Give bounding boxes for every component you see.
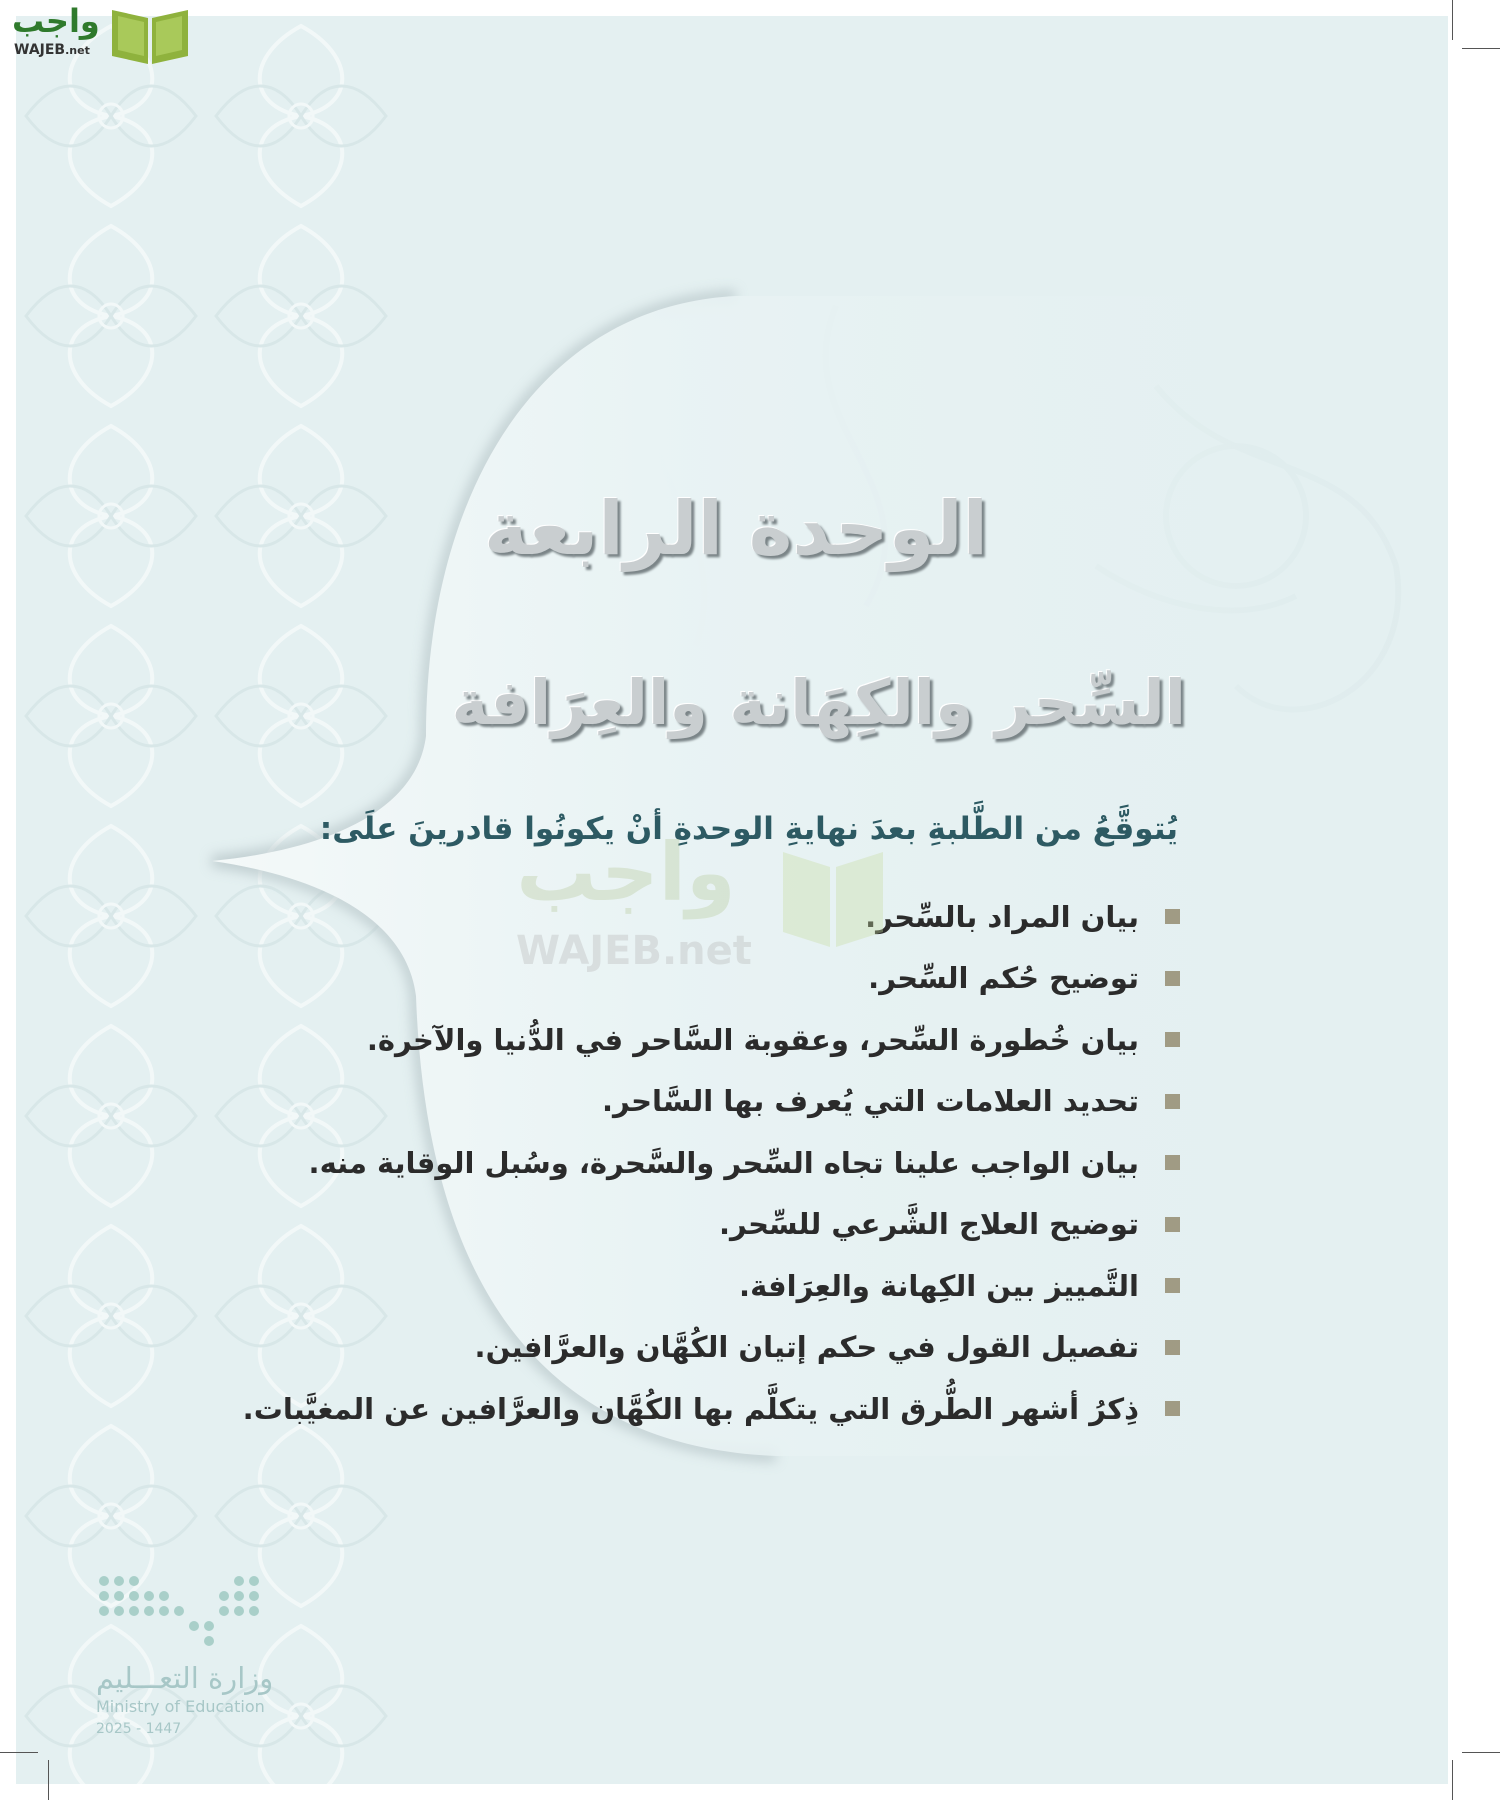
square-bullet-icon bbox=[1165, 909, 1180, 924]
watermark-english: WAJEB.net bbox=[516, 928, 752, 974]
ministry-arabic: وزارة التعـــليم bbox=[96, 1661, 274, 1695]
objective-text: تفصيل القول في حكم إتيان الكُهَّان والعرَّافين. bbox=[474, 1330, 1139, 1365]
objective-text: بيان خُطورة السِّحر، وعقوبة السَّاحر في الدُّنيا والآخرة. bbox=[366, 1022, 1139, 1057]
unit-title: الوحدة الرابعة bbox=[483, 486, 989, 572]
ministry-of-education-logo bbox=[94, 1571, 324, 1751]
objective-item bbox=[180, 1255, 1180, 1317]
objective-item bbox=[180, 1378, 1180, 1440]
square-bullet-icon bbox=[1165, 1032, 1180, 1047]
square-bullet-icon bbox=[1165, 1278, 1180, 1293]
crop-mark bbox=[1452, 1760, 1453, 1800]
ministry-english: Ministry of Education bbox=[96, 1697, 265, 1716]
objectives-intro: يُتوقَّعُ من الطَّلبةِ بعدَ نهايةِ الوحدةِ أنْ يكونُوا قادرينَ علَى: bbox=[319, 811, 1178, 847]
objective-text: توضيح حُكم السِّحر. bbox=[868, 961, 1139, 996]
wajeb-watermark bbox=[516, 826, 816, 996]
book-icon bbox=[778, 842, 888, 952]
logo-arabic: واجب bbox=[12, 2, 100, 40]
watermark-arabic: واجب bbox=[516, 826, 736, 919]
crop-mark bbox=[0, 1752, 38, 1753]
objective-text: بيان المراد بالسِّحر. bbox=[865, 899, 1139, 934]
square-bullet-icon bbox=[1165, 1094, 1180, 1109]
objective-item bbox=[180, 1132, 1180, 1194]
wajeb-logo[interactable] bbox=[4, 2, 194, 68]
square-bullet-icon bbox=[1165, 1340, 1180, 1355]
book-icon bbox=[110, 6, 190, 66]
square-bullet-icon bbox=[1165, 971, 1180, 986]
square-bullet-icon bbox=[1165, 1401, 1180, 1416]
objective-item bbox=[180, 1009, 1180, 1071]
unit-subtitle: السِّحر والكِهَانة والعِرَافة bbox=[451, 666, 1186, 739]
square-bullet-icon bbox=[1165, 1155, 1180, 1170]
objective-item bbox=[180, 1071, 1180, 1133]
objective-item bbox=[180, 1194, 1180, 1256]
book-page bbox=[16, 16, 1448, 1784]
logo-english: WAJEB.net bbox=[14, 42, 90, 58]
objective-item bbox=[180, 1317, 1180, 1379]
dotted-emblem-icon bbox=[94, 1571, 264, 1651]
crop-mark bbox=[1452, 0, 1453, 40]
objective-text: توضيح العلاج الشَّرعي للسِّحر. bbox=[719, 1207, 1139, 1242]
crop-mark bbox=[1462, 48, 1500, 49]
crop-mark bbox=[48, 1760, 49, 1800]
crop-mark bbox=[1462, 1752, 1500, 1753]
objective-text: التَّمييز بين الكِهانة والعِرَافة. bbox=[739, 1268, 1139, 1303]
objective-text: بيان الواجب علينا تجاه السِّحر والسَّحرة، وسُبل الوقاية منه. bbox=[308, 1145, 1139, 1180]
ministry-year: 2025 - 1447 bbox=[96, 1721, 182, 1737]
objective-text: ذِكرُ أشهر الطُّرق التي يتكلَّم بها الكُهَّان والعرَّافين عن المغيَّبات. bbox=[242, 1391, 1139, 1426]
square-bullet-icon bbox=[1165, 1217, 1180, 1232]
objective-text: تحديد العلامات التي يُعرف بها السَّاحر. bbox=[602, 1084, 1139, 1119]
